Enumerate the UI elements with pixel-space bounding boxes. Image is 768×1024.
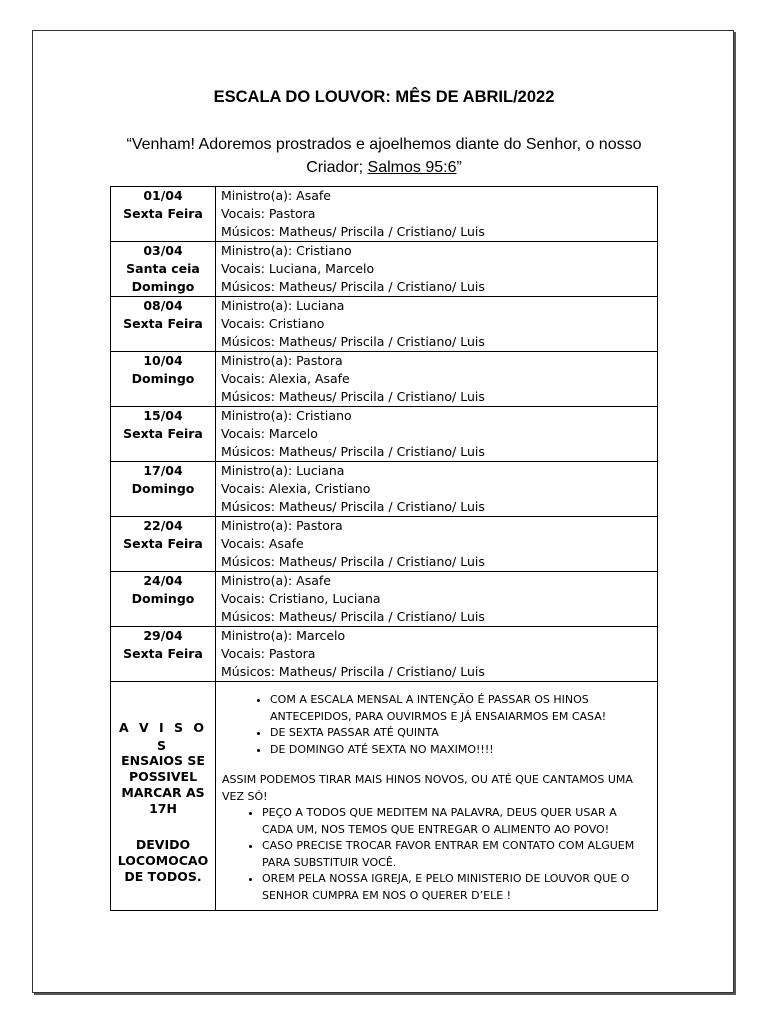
schedule-musicos: Músicos: Matheus/ Priscila / Cristiano/ Luis bbox=[221, 609, 485, 624]
table-row bbox=[111, 462, 658, 517]
schedule-info-cell bbox=[216, 297, 658, 352]
schedule-date-cell bbox=[111, 352, 216, 407]
schedule-date-cell bbox=[111, 407, 216, 462]
schedule-table bbox=[110, 186, 658, 911]
schedule-vocais: Vocais: Cristiano, Luciana bbox=[221, 591, 381, 606]
avisos-bullet-list-2 bbox=[222, 805, 651, 904]
schedule-info-cell bbox=[216, 627, 658, 682]
table-row bbox=[111, 627, 658, 682]
schedule-date: 08/04 bbox=[143, 298, 183, 313]
schedule-day-extra bbox=[111, 498, 215, 516]
table-row bbox=[111, 517, 658, 572]
schedule-day: Santa ceia bbox=[126, 261, 200, 276]
schedule-day: Sexta Feira bbox=[123, 536, 203, 551]
schedule-day: Domingo bbox=[131, 481, 195, 496]
avisos-bullet-item: • COM A ESCALA MENSAL A INTENÇÃO É PASSAR OS HINOS ANTECEPIDOS, PARA OUVIRMOS E JÁ ENSAIARMOS EM CASA! bbox=[270, 692, 651, 725]
schedule-date: 22/04 bbox=[143, 518, 183, 533]
avisos-note: ASSIM PODEMOS TIRAR MAIS HINOS NOVOS, OU ATÉ QUE CANTAMOS UMA VEZ SÓ! bbox=[222, 773, 633, 803]
schedule-vocais: Vocais: Asafe bbox=[221, 536, 304, 551]
schedule-day: Sexta Feira bbox=[123, 646, 203, 661]
avisos-bullet-item: • DE SEXTA PASSAR ATÉ QUINTA bbox=[270, 725, 651, 742]
schedule-day-extra bbox=[111, 443, 215, 461]
schedule-ministro: Ministro(a): Asafe bbox=[221, 188, 331, 203]
avisos-ensaios-line: 17H bbox=[149, 801, 177, 816]
schedule-info-cell bbox=[216, 187, 658, 242]
schedule-date: 01/04 bbox=[143, 188, 183, 203]
schedule-ministro: Ministro(a): Asafe bbox=[221, 573, 331, 588]
avisos-bullet-item: • PEÇO A TODOS QUE MEDITEM NA PALAVRA, DEUS QUER USAR A CADA UM, NOS TEMOS QUE ENTREGAR O ALIMENTO AO POVO! bbox=[262, 805, 651, 838]
schedule-day: Sexta Feira bbox=[123, 426, 203, 441]
schedule-info-cell bbox=[216, 572, 658, 627]
table-row bbox=[111, 187, 658, 242]
avisos-locomocao-line: LOCOMOCAO bbox=[117, 853, 209, 868]
quote-text: “Venham! Adoremos prostrados e ajoelhemos diante do Senhor, o nosso Criador; bbox=[126, 136, 642, 176]
schedule-info-cell bbox=[216, 517, 658, 572]
avisos-title: A V I S O S bbox=[118, 720, 208, 753]
avisos-right-cell bbox=[216, 682, 658, 911]
schedule-day-extra bbox=[111, 333, 215, 351]
table-row bbox=[111, 352, 658, 407]
schedule-date-cell bbox=[111, 297, 216, 352]
schedule-day-extra bbox=[111, 223, 215, 241]
quote-closing: ” bbox=[456, 159, 462, 176]
schedule-day: Domingo bbox=[131, 371, 195, 386]
schedule-vocais: Vocais: Luciana, Marcelo bbox=[221, 261, 375, 276]
schedule-date-cell bbox=[111, 462, 216, 517]
schedule-date: 10/04 bbox=[143, 353, 183, 368]
schedule-date: 29/04 bbox=[143, 628, 183, 643]
schedule-musicos: Músicos: Matheus/ Priscila / Cristiano/ Luis bbox=[221, 224, 485, 239]
schedule-vocais: Vocais: Alexia, Cristiano bbox=[221, 481, 371, 496]
avisos-bullet-item: • OREM PELA NOSSA IGREJA, E PELO MINISTERIO DE LOUVOR QUE O SENHOR CUMPRA EM NOS O QUERER D’ELE ! bbox=[262, 871, 651, 904]
schedule-vocais: Vocais: Pastora bbox=[221, 646, 316, 661]
schedule-date-cell bbox=[111, 242, 216, 297]
table-row bbox=[111, 297, 658, 352]
avisos-bullet-item: • DE DOMINGO ATÉ SEXTA NO MAXIMO!!!! bbox=[270, 742, 651, 759]
avisos-ensaios-line: MARCAR AS bbox=[121, 785, 205, 800]
schedule-vocais: Vocais: Alexia, Asafe bbox=[221, 371, 350, 386]
schedule-date-cell bbox=[111, 572, 216, 627]
schedule-ministro: Ministro(a): Pastora bbox=[221, 518, 343, 533]
table-row bbox=[111, 242, 658, 297]
schedule-day-extra bbox=[111, 553, 215, 571]
schedule-ministro: Ministro(a): Cristiano bbox=[221, 243, 352, 258]
avisos-locomocao-line: DE TODOS. bbox=[124, 869, 202, 884]
schedule-day: Sexta Feira bbox=[123, 206, 203, 221]
schedule-musicos: Músicos: Matheus/ Priscila / Cristiano/ Luis bbox=[221, 389, 485, 404]
schedule-day-extra bbox=[111, 663, 215, 681]
schedule-date-cell bbox=[111, 627, 216, 682]
schedule-date: 24/04 bbox=[143, 573, 183, 588]
schedule-date-cell bbox=[111, 187, 216, 242]
schedule-vocais: Vocais: Cristiano bbox=[221, 316, 325, 331]
schedule-musicos: Músicos: Matheus/ Priscila / Cristiano/ Luis bbox=[221, 664, 485, 679]
page-title: ESCALA DO LOUVOR: MÊS DE ABRIL/2022 bbox=[213, 88, 555, 106]
schedule-day-extra: Domingo bbox=[131, 279, 195, 294]
avisos-locomocao-line: DEVIDO bbox=[135, 837, 191, 852]
schedule-ministro: Ministro(a): Luciana bbox=[221, 298, 345, 313]
schedule-musicos: Músicos: Matheus/ Priscila / Cristiano/ Luis bbox=[221, 279, 485, 294]
schedule-day: Sexta Feira bbox=[123, 316, 203, 331]
schedule-ministro: Ministro(a): Cristiano bbox=[221, 408, 352, 423]
schedule-date-cell bbox=[111, 517, 216, 572]
schedule-ministro: Ministro(a): Luciana bbox=[221, 463, 345, 478]
table-row bbox=[111, 407, 658, 462]
schedule-info-cell bbox=[216, 242, 658, 297]
schedule-day-extra bbox=[111, 388, 215, 406]
schedule-date: 03/04 bbox=[143, 243, 183, 258]
avisos-ensaios-note bbox=[111, 753, 215, 817]
quote-reference: Salmos 95:6 bbox=[367, 159, 457, 176]
schedule-vocais: Vocais: Marcelo bbox=[221, 426, 318, 441]
schedule-info-cell bbox=[216, 407, 658, 462]
schedule-ministro: Ministro(a): Marcelo bbox=[221, 628, 346, 643]
bible-quote bbox=[110, 133, 658, 179]
avisos-bullet-item: • CASO PRECISE TROCAR FAVOR ENTRAR EM CONTATO COM ALGUEM PARA SUBSTITUIR VOCÊ. bbox=[262, 838, 651, 871]
schedule-day-extra bbox=[111, 608, 215, 626]
schedule-musicos: Músicos: Matheus/ Priscila / Cristiano/ Luis bbox=[221, 444, 485, 459]
schedule-date: 17/04 bbox=[143, 463, 183, 478]
avisos-ensaios-line: POSSIVEL bbox=[128, 769, 198, 784]
schedule-ministro: Ministro(a): Pastora bbox=[221, 353, 343, 368]
schedule-vocais: Vocais: Pastora bbox=[221, 206, 316, 221]
schedule-musicos: Músicos: Matheus/ Priscila / Cristiano/ Luis bbox=[221, 499, 485, 514]
avisos-row bbox=[111, 682, 658, 911]
avisos-bullet-list bbox=[222, 692, 651, 758]
schedule-musicos: Músicos: Matheus/ Priscila / Cristiano/ Luis bbox=[221, 554, 485, 569]
schedule-musicos: Músicos: Matheus/ Priscila / Cristiano/ Luis bbox=[221, 334, 485, 349]
schedule-day: Domingo bbox=[131, 591, 195, 606]
schedule-date: 15/04 bbox=[143, 408, 183, 423]
avisos-ensaios-line: ENSAIOS SE bbox=[121, 753, 205, 768]
schedule-info-cell bbox=[216, 462, 658, 517]
avisos-locomocao-note bbox=[111, 837, 215, 885]
avisos-left-cell bbox=[111, 682, 216, 911]
schedule-info-cell bbox=[216, 352, 658, 407]
table-row bbox=[111, 572, 658, 627]
